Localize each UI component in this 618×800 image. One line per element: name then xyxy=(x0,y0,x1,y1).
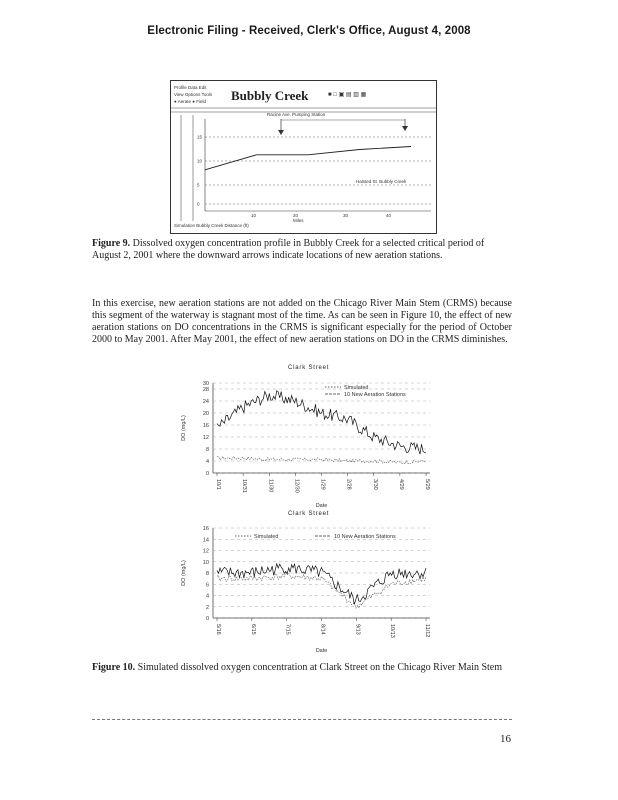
x-tick-label: 2/28 xyxy=(345,479,352,490)
fig9-menu-line-3: ● Aerate ● Field xyxy=(174,99,206,104)
y-tick-label: 0 xyxy=(205,471,209,477)
x-tick-label: 8/14 xyxy=(319,624,326,635)
fig9-annotation-right: Halsted St. Bubbly Creek xyxy=(356,179,407,184)
y-tick-label: 2 xyxy=(205,604,209,611)
fig9-bottom-toolbar: Simulation Bubbly Creek Distance (ft) xyxy=(174,223,249,228)
figure-9-caption xyxy=(92,238,512,262)
fig9-menu-line-1: Profile Data Edit xyxy=(174,85,207,90)
y-tick-label: 16 xyxy=(202,423,209,429)
x-tick-label: 1/29 xyxy=(319,479,326,490)
figure-9-screenshot xyxy=(170,80,437,234)
fig9-ytick: 0 xyxy=(197,201,200,207)
fig9-do-profile-line xyxy=(205,147,411,170)
x-tick-label: 10/31 xyxy=(241,479,248,493)
y-axis-label: DO (mg/L) xyxy=(181,415,187,441)
x-tick-label: 5/29 xyxy=(424,479,430,490)
x-tick-label: 11/12 xyxy=(424,624,430,638)
fig9-xtick: 30 xyxy=(343,213,349,218)
y-tick-label: 16 xyxy=(202,526,209,532)
x-tick-label: 7/15 xyxy=(284,624,291,635)
legend-entry: Simulated xyxy=(344,385,369,391)
x-axis-label: Date xyxy=(315,648,328,654)
fig9-title: Bubbly Creek xyxy=(231,88,309,103)
fig10-caption-text: Simulated dissolved oxygen concentration at Clark Street on the Chicago River Main Stem xyxy=(135,662,503,673)
y-tick-label: 24 xyxy=(202,399,209,405)
page-number: 16 xyxy=(500,733,511,745)
y-tick-label: 28 xyxy=(202,387,209,393)
y-tick-label: 10 xyxy=(202,559,209,566)
fig9-ytick: 15 xyxy=(197,134,203,140)
fig10-caption-label: Figure 10. xyxy=(92,662,136,673)
legend-entry: 10 New Aeration Stations xyxy=(334,534,396,540)
x-tick-label: 12/30 xyxy=(293,479,300,493)
y-tick-label: 8 xyxy=(205,447,209,453)
x-tick-label: 10/13 xyxy=(389,624,396,638)
y-axis-label: DO (mg/L) xyxy=(181,560,187,586)
series-line-aeration xyxy=(217,391,426,454)
fig9-xtick: 40 xyxy=(386,213,392,218)
series-line-simulated xyxy=(217,456,426,464)
footer-rule xyxy=(92,719,512,720)
fig9-toolbar-icons: ■ □ ▣ ▤ ▥ ▦ xyxy=(328,92,367,98)
fig10b-chart xyxy=(175,520,435,660)
body-paragraph: In this exercise, new aeration stations are not added on the Chicago River Main Stem (CRMS) because this segment of the waterway is stagnant most of the time. As can be seen in Figure 10, the effect of new aeration stations on DO concentrations in the CRMS is significant especially for the period of October 2000 to May 2001. After May 2001, the effect of new aeration stations on DO in the CRMS diminishes. xyxy=(92,298,512,345)
y-tick-label: 6 xyxy=(205,582,209,589)
x-tick-label: 6/15 xyxy=(249,624,256,635)
fig10a-title: Clark Street xyxy=(288,365,330,371)
y-tick-label: 12 xyxy=(202,435,209,441)
fig9-xtick: 20 xyxy=(293,213,299,218)
fig9-caption-label: Figure 9. xyxy=(92,238,131,249)
fig9-xlabel: Miles xyxy=(293,218,304,223)
legend-entry: 10 New Aeration Stations xyxy=(344,392,406,398)
y-tick-label: 4 xyxy=(205,593,209,600)
y-tick-label: 4 xyxy=(205,459,209,465)
y-tick-label: 30 xyxy=(202,381,209,387)
fig9-chart xyxy=(171,81,436,233)
x-axis-label: Date xyxy=(315,503,328,509)
x-tick-label: 10/1 xyxy=(215,479,221,490)
y-tick-label: 8 xyxy=(205,571,209,577)
x-tick-label: 11/30 xyxy=(267,479,274,493)
fig9-caption-text: Dissolved oxygen concentration profile in Bubbly Creek for a selected critical period of August 2, 2001 where the downward arrows indicate locations of new aeration stations. xyxy=(92,238,485,261)
y-tick-label: 0 xyxy=(205,616,209,622)
x-tick-label: 9/13 xyxy=(354,624,361,635)
fig9-xtick: 10 xyxy=(251,213,257,218)
x-tick-label: 4/29 xyxy=(397,479,404,490)
fig9-ytick: 5 xyxy=(197,182,200,188)
filing-header: Electronic Filing - Received, Clerk's Office, August 4, 2008 xyxy=(147,25,471,37)
y-tick-label: 20 xyxy=(202,411,209,417)
fig9-menu-line-2: View Options Tools xyxy=(174,92,213,97)
fig10b-title: Clark Street xyxy=(288,511,330,517)
fig9-annotation-top: Racine Ave. Pumping Station xyxy=(267,112,326,117)
x-tick-label: 3/30 xyxy=(371,479,378,490)
figure-10-caption xyxy=(92,662,512,674)
legend-entry: Simulated xyxy=(254,534,279,540)
y-tick-label: 12 xyxy=(202,548,209,555)
y-tick-label: 14 xyxy=(202,537,209,544)
fig9-ytick: 10 xyxy=(197,158,203,164)
fig10a-chart xyxy=(175,375,435,515)
aeration-arrow-2 xyxy=(402,126,408,131)
aeration-arrow-1 xyxy=(278,130,284,135)
x-tick-label: 5/16 xyxy=(215,624,221,635)
